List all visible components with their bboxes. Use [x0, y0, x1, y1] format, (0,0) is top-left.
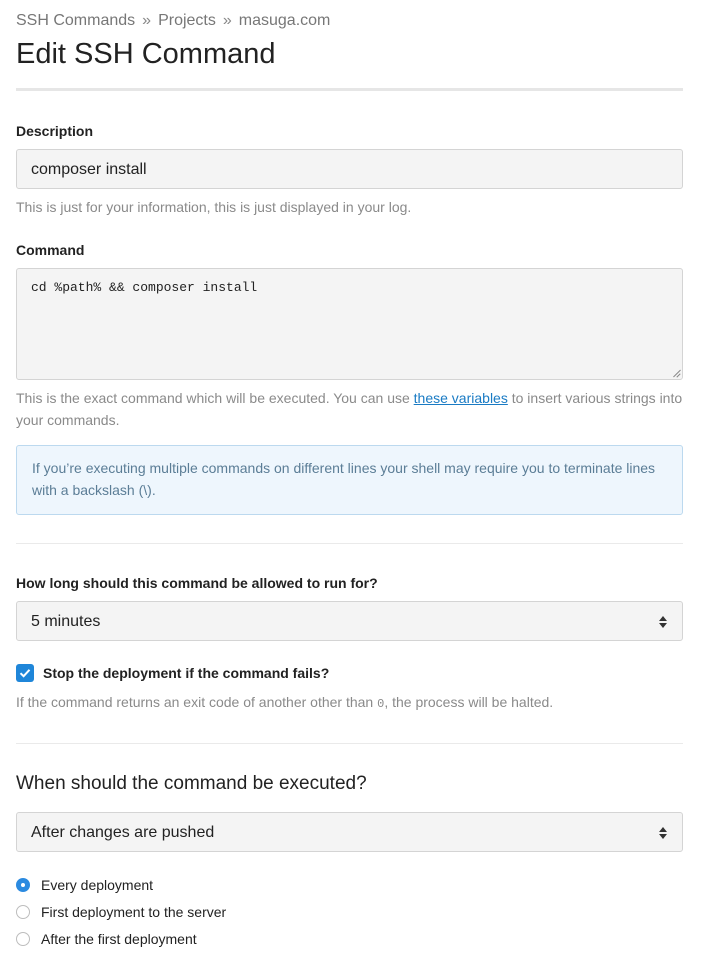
breadcrumb [16, 12, 330, 30]
exit-code-value: 0 [377, 697, 385, 711]
stop-on-fail-help-text-end: , the process will be halted. [384, 694, 554, 710]
breadcrumb-projects[interactable]: Projects [158, 12, 216, 29]
info-notice [16, 445, 683, 515]
description-input-value: composer install [31, 161, 147, 178]
select-arrows-icon [658, 825, 668, 841]
execution-select[interactable] [16, 812, 683, 852]
command-help-text: This is the exact command which will be executed. You can use [16, 390, 414, 406]
execution-select-value: After changes are pushed [31, 824, 215, 841]
stop-on-fail-label[interactable]: Stop the deployment if the command fails? [43, 665, 330, 681]
timeout-label: How long should this command be allowed to run for? [16, 575, 378, 591]
breadcrumb-project-masuga[interactable]: masuga.com [238, 12, 331, 29]
command-help-text-end: to insert various strings into your commands. [16, 390, 683, 428]
timeout-select[interactable] [16, 601, 683, 641]
description-help: This is just for your information, this is just displayed in your log. [16, 199, 412, 215]
checkmark-icon [19, 667, 31, 679]
breadcrumb-ssh-commands[interactable]: SSH Commands [16, 12, 136, 29]
section-divider [16, 543, 683, 544]
execution-heading: When should the command be executed? [16, 773, 367, 794]
stop-on-fail-checkbox[interactable] [16, 664, 34, 682]
command-textarea[interactable] [16, 268, 683, 380]
radio-label-after-first-deployment[interactable]: After the first deployment [41, 931, 197, 947]
radio-first-deployment[interactable] [16, 905, 30, 919]
select-arrows-icon [658, 614, 668, 630]
section-divider [16, 743, 683, 744]
command-help [16, 387, 683, 431]
radio-every-deployment[interactable] [16, 878, 30, 892]
stop-on-fail-help-text: If the command returns an exit code of another other than [16, 694, 378, 710]
page-title: Edit SSH Command [16, 38, 276, 70]
breadcrumb-separator: » [142, 12, 152, 29]
these-variables-link[interactable]: these variables [413, 390, 508, 406]
breadcrumb-separator: » [222, 12, 232, 29]
radio-label-first-deployment[interactable]: First deployment to the server [41, 904, 227, 920]
timeout-select-value: 5 minutes [31, 613, 101, 630]
description-input[interactable] [16, 149, 683, 189]
resize-handle-icon[interactable] [672, 369, 680, 377]
stop-on-fail-help [16, 691, 683, 715]
title-divider [16, 88, 683, 91]
command-label: Command [16, 242, 85, 258]
radio-after-first-deployment[interactable] [16, 932, 30, 946]
description-label: Description [16, 123, 94, 139]
radio-label-every-deployment[interactable]: Every deployment [41, 877, 154, 893]
command-textarea-value: cd %path% && composer install [31, 280, 258, 295]
info-notice-text: If you’re executing multiple commands on different lines your shell may require you to terminate lines with a backslash (\). [32, 460, 656, 498]
